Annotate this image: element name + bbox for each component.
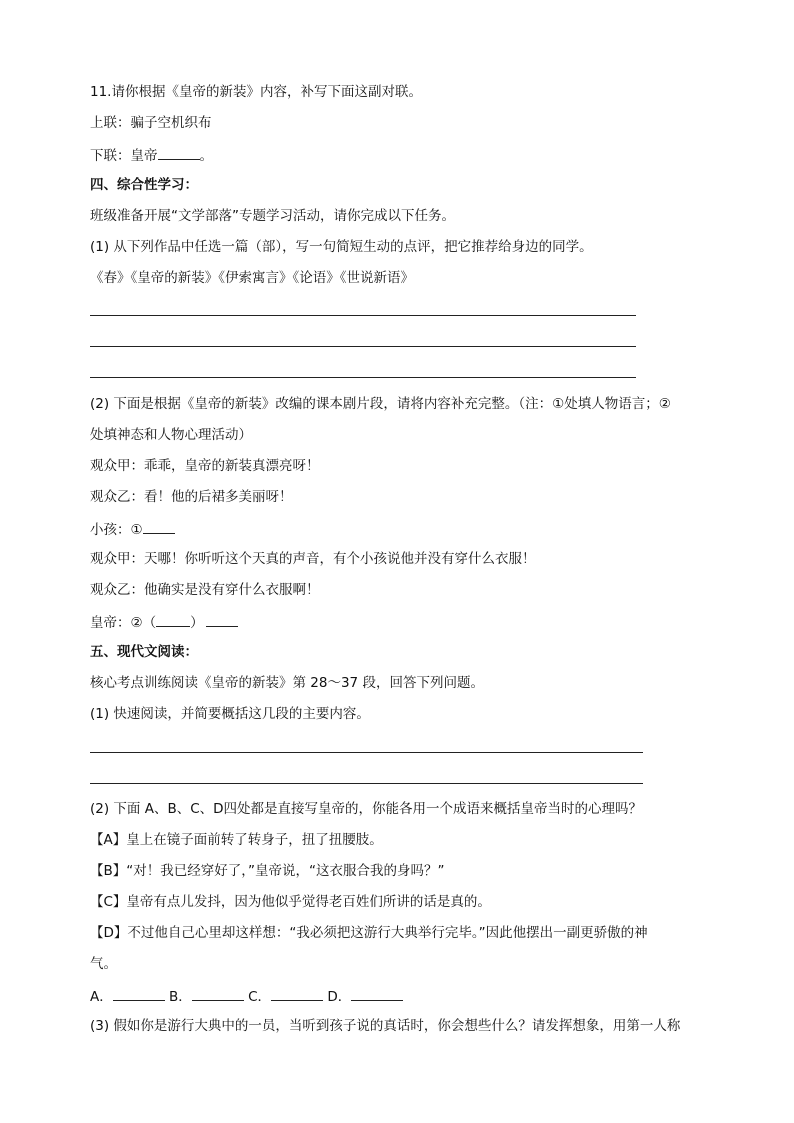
reading-question-1: (1) 快速阅读，并简要概括这几段的主要内容。 (90, 706, 370, 722)
section-4-intro: 班级准备开展“文学部落”专题学习活动，请你完成以下任务。 (90, 208, 455, 224)
dialogue-line-6 (90, 612, 238, 632)
section-5-heading: 五、现代文阅读： (90, 644, 198, 660)
answer-line-4[interactable] (90, 752, 643, 753)
item-a: 【A】皇上在镜子面前转了转身子，扭了扭腰肢。 (90, 832, 383, 848)
couplet-lower-prefix: 下联：皇帝 (90, 148, 158, 164)
couplet-lower (90, 145, 213, 165)
reading-question-2: (2) 下面 A、B、C、D四处都是直接写皇帝的，你能各用一个成语来概括皇帝当时的心理吗？ (90, 801, 643, 817)
answer-line-2[interactable] (90, 346, 636, 347)
reading-question-3: (3) 假如你是游行大典中的一员，当听到孩子说的真话时，你会想些什么？请发挥想象，用第一人称 (90, 1018, 681, 1034)
dialogue-emperor-prefix: 皇帝：②（ (90, 615, 157, 631)
couplet-lower-blank[interactable] (158, 145, 200, 160)
couplet-upper: 上联：骗子空机织布 (90, 115, 212, 131)
dialogue-line-1: 观众甲：乖乖，皇帝的新装真漂亮呀！ (90, 458, 320, 474)
couplet-lower-suffix: 。 (199, 148, 213, 164)
answer-blank-c[interactable] (271, 986, 323, 1001)
item-d-line-2: 气。 (90, 956, 117, 972)
dialogue-line-4: 观众甲：天哪！你听听这个天真的声音，有个小孩说他并没有穿什么衣服！ (90, 551, 536, 567)
task-2-prompt-line-1: (2) 下面是根据《皇帝的新装》改编的课本剧片段，请将内容补充完整。（注：①处填人物语言；② (90, 396, 671, 412)
section-4-heading: 四、综合性学习： (90, 177, 198, 193)
dialogue-child-blank[interactable] (143, 519, 175, 534)
item-d-line-1: 【D】不过他自己心里却这样想：“我必须把这游行大典举行完毕。”因此他摆出一副更骄傲的神 (90, 925, 648, 941)
item-b: 【B】“对！我已经穿好了，”皇帝说，“这衣服合我的身吗？” (90, 863, 445, 879)
answer-label-b: B． (169, 989, 192, 1005)
answer-blank-b[interactable] (192, 986, 244, 1001)
task-1-works: 《春》《皇帝的新装》《伊索寓言》《论语》《世说新语》 (90, 270, 414, 286)
answer-label-c: C． (248, 989, 272, 1005)
dialogue-emperor-mid: ） (190, 615, 204, 631)
dialogue-line-3 (90, 519, 175, 539)
dialogue-child-label: 小孩：① (90, 522, 143, 538)
dialogue-emperor-blank-1[interactable] (156, 612, 190, 627)
answer-blanks-row (90, 986, 403, 1006)
answer-label-d: D． (327, 989, 352, 1005)
dialogue-line-2: 观众乙：看！他的后裙多美丽呀！ (90, 489, 293, 505)
dialogue-emperor-blank-2[interactable] (206, 612, 238, 627)
answer-line-3[interactable] (90, 377, 636, 378)
answer-line-1[interactable] (90, 315, 636, 316)
question-11-prompt: 11.请你根据《皇帝的新装》内容，补写下面这副对联。 (90, 84, 422, 100)
task-2-prompt-line-2: 处填神态和人物心理活动） (90, 427, 252, 443)
item-c: 【C】皇帝有点儿发抖，因为他似乎觉得老百姓们所讲的话是真的。 (90, 894, 491, 910)
dialogue-line-5: 观众乙：他确实是没有穿什么衣服啊！ (90, 582, 320, 598)
answer-blank-d[interactable] (351, 986, 403, 1001)
section-5-intro: 核心考点训练阅读《皇帝的新装》第 28～37 段，回答下列问题。 (90, 675, 484, 691)
answer-line-5[interactable] (90, 783, 643, 784)
task-1-prompt: (1) 从下列作品中任选一篇（部），写一句简短生动的点评，把它推荐给身边的同学。 (90, 239, 593, 255)
answer-label-a: A． (90, 989, 113, 1005)
answer-blank-a[interactable] (113, 986, 165, 1001)
